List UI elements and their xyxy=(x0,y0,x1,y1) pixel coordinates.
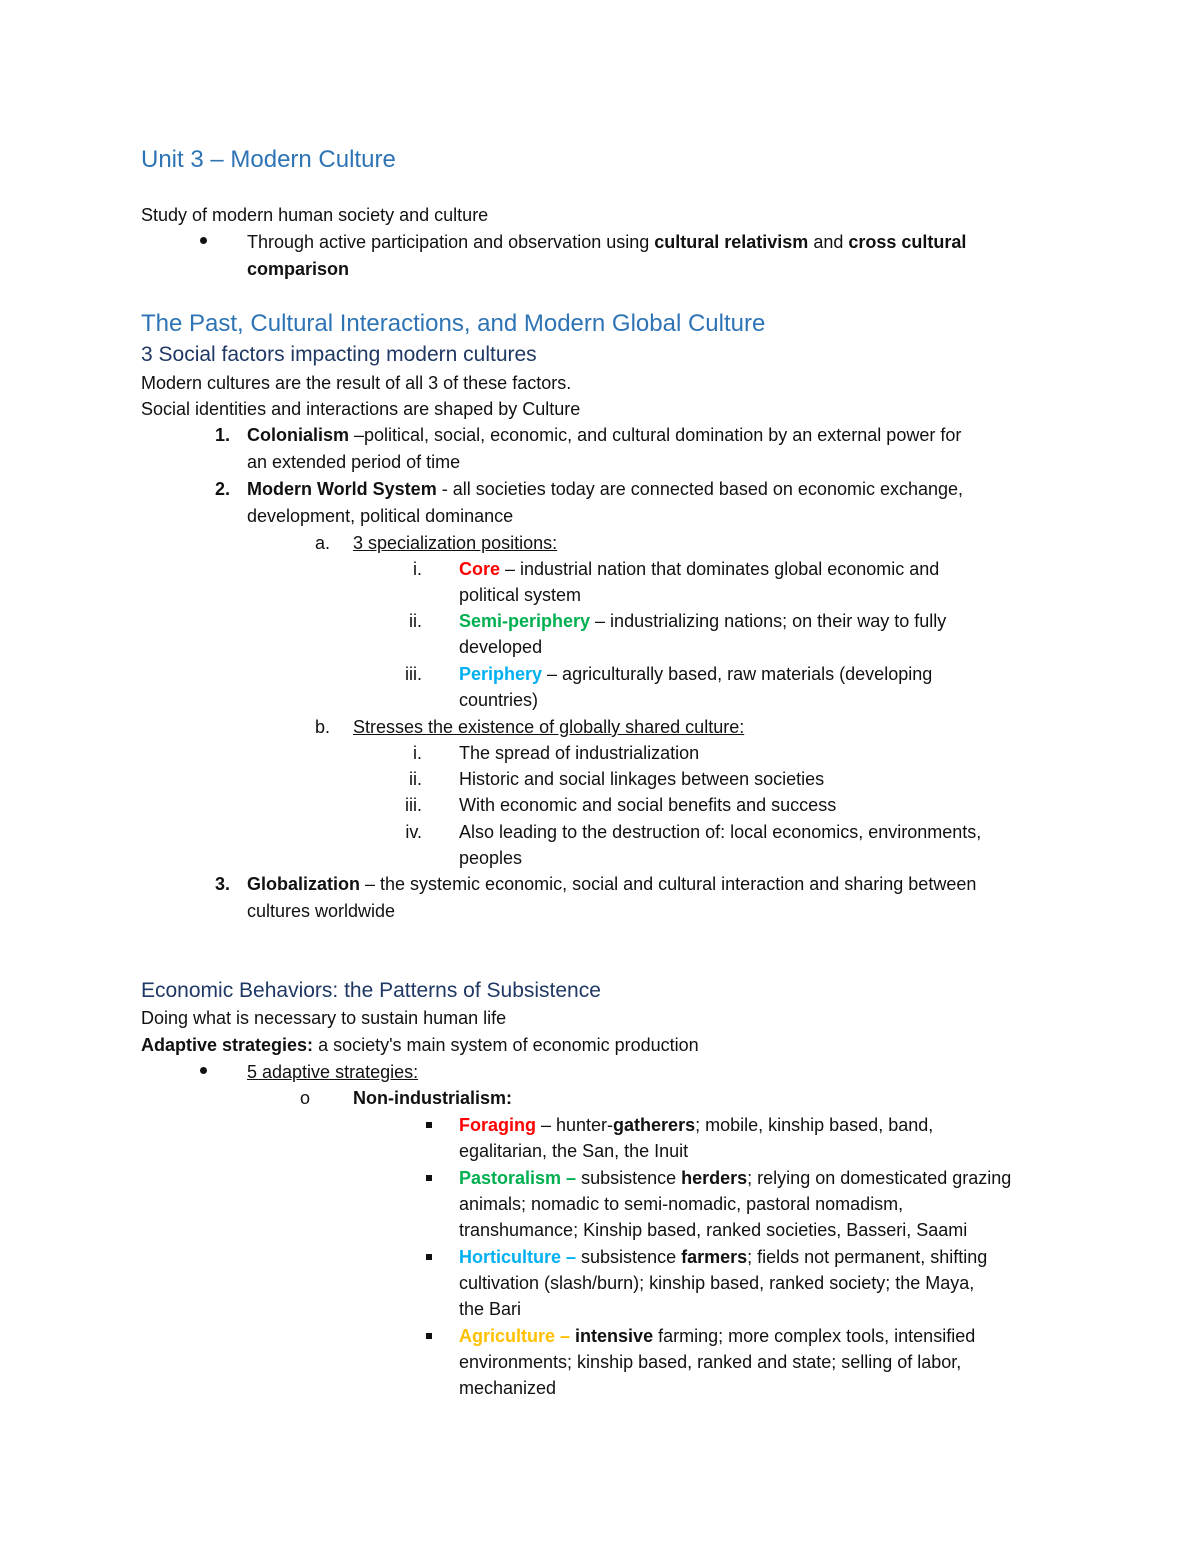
position-cont: political system xyxy=(459,585,582,605)
term-foraging: Foraging xyxy=(459,1115,536,1135)
definition-text: – industrializing nations; on their way to fully xyxy=(590,611,947,631)
term-comparison: comparison xyxy=(247,259,350,279)
strategy-horticulture xyxy=(459,1244,987,1270)
section1-title: The Past, Cultural Interactions, and Modern Global Culture xyxy=(141,310,766,337)
term-cultural-relativism: cultural relativism xyxy=(654,232,809,252)
term-periphery: Periphery xyxy=(459,664,543,684)
underlined-heading: 5 adaptive strategies: xyxy=(247,1062,419,1082)
term-cross-cultural: cross cultural xyxy=(848,232,967,252)
list-item-cont: development, political dominance xyxy=(247,506,514,526)
strategy-cont: cultivation (slash/burn); kinship based, ranked society; the Maya, xyxy=(459,1273,975,1293)
list-item-modern-world-system xyxy=(247,476,963,502)
position-core xyxy=(459,556,939,582)
list-roman: iii. xyxy=(405,795,422,815)
strategy-foraging xyxy=(459,1112,933,1138)
list-roman: iii. xyxy=(405,664,422,684)
shared-culture-point: Also leading to the destruction of: local economics, environments, xyxy=(459,822,982,842)
intro-bullet-line xyxy=(247,229,966,255)
term-adaptive-strategies: Adaptive strategies: xyxy=(141,1035,314,1055)
bullet-dot xyxy=(200,1067,207,1074)
definition-text: - all societies today are connected based on economic exchange, xyxy=(436,479,964,499)
strategy-pastoralism xyxy=(459,1165,1011,1191)
shared-culture-point: The spread of industrialization xyxy=(459,743,700,763)
list-item-globalization xyxy=(247,871,976,897)
intro-text: and xyxy=(808,232,849,252)
list-roman: iv. xyxy=(405,822,422,842)
definition-text: ; fields not permanent, shifting xyxy=(747,1247,988,1267)
term-herders: herders xyxy=(681,1168,748,1188)
term-semi-periphery: Semi-periphery xyxy=(459,611,591,631)
definition-text: – the systemic economic, social and cultural interaction and sharing between xyxy=(360,874,977,894)
strategy-cont: mechanized xyxy=(459,1378,557,1398)
list-item-cont: an extended period of time xyxy=(247,452,461,472)
strategy-cont: animals; nomadic to semi-nomadic, pastoral nomadism, xyxy=(459,1194,904,1214)
bullet-dot xyxy=(200,237,207,244)
definition-text: farming; more complex tools, intensified xyxy=(653,1326,976,1346)
definition-text: ; mobile, kinship based, band, xyxy=(695,1115,934,1135)
definition-text: subsistence xyxy=(576,1247,682,1267)
definition-text: – industrial nation that dominates global economic and xyxy=(500,559,940,579)
sublist-specialization xyxy=(353,530,557,556)
non-industrialism-heading xyxy=(353,1085,512,1111)
section1-paragraph: Modern cultures are the result of all 3 of these factors. xyxy=(141,373,572,393)
circle-marker: o xyxy=(300,1088,311,1108)
intro-line: Study of modern human society and culture xyxy=(141,205,489,225)
list-roman: ii. xyxy=(409,611,422,631)
position-semi-periphery xyxy=(459,608,946,634)
position-periphery xyxy=(459,661,932,687)
strategy-cont: the Bari xyxy=(459,1299,522,1319)
shared-culture-point: Historic and social linkages between societies xyxy=(459,769,825,789)
definition-text: – agriculturally based, raw materials (developing xyxy=(542,664,933,684)
position-cont: developed xyxy=(459,637,543,657)
list-number: 1. xyxy=(214,425,230,445)
section2-paragraph: Doing what is necessary to sustain human life xyxy=(141,1008,507,1028)
term-intensive: intensive xyxy=(575,1326,654,1346)
list-letter: a. xyxy=(314,533,330,553)
term-non-industrialism: Non-industrialism: xyxy=(353,1088,513,1108)
square-bullet xyxy=(426,1254,432,1260)
position-cont: countries) xyxy=(459,690,539,710)
definition-text: a society's main system of economic production xyxy=(313,1035,699,1055)
list-item-colonialism xyxy=(247,422,961,448)
term-agriculture: Agriculture – xyxy=(459,1326,571,1346)
shared-culture-point: With economic and social benefits and success xyxy=(459,795,837,815)
term-modern-world-system: Modern World System xyxy=(247,479,437,499)
section1-subtitle: 3 Social factors impacting modern cultures xyxy=(141,343,537,366)
definition-text: ; relying on domesticated grazing xyxy=(747,1168,1012,1188)
shared-culture-cont: peoples xyxy=(459,848,523,868)
list-roman: i. xyxy=(413,743,422,763)
unit-title: Unit 3 – Modern Culture xyxy=(141,146,396,173)
term-globalization: Globalization xyxy=(247,874,361,894)
intro-bullet-cont xyxy=(247,256,349,282)
adaptive-strategies-bullet xyxy=(247,1059,418,1085)
definition-text: subsistence xyxy=(576,1168,682,1188)
square-bullet xyxy=(426,1333,432,1339)
definition-text: – hunter- xyxy=(536,1115,614,1135)
term-colonialism: Colonialism xyxy=(247,425,350,445)
section2-title: Economic Behaviors: the Patterns of Subsistence xyxy=(141,979,601,1002)
list-roman: ii. xyxy=(409,769,422,789)
section1-paragraph: Social identities and interactions are shaped by Culture xyxy=(141,399,581,419)
term-core: Core xyxy=(459,559,501,579)
term-gatherers: gatherers xyxy=(613,1115,696,1135)
strategy-cont: transhumance; Kinship based, ranked societies, Basseri, Saami xyxy=(459,1220,968,1240)
list-roman: i. xyxy=(413,559,422,579)
strategy-cont: environments; kinship based, ranked and state; selling of labor, xyxy=(459,1352,962,1372)
square-bullet xyxy=(426,1175,432,1181)
term-horticulture: Horticulture – xyxy=(459,1247,577,1267)
definition-text: –political, social, economic, and cultural domination by an external power for xyxy=(349,425,962,445)
underlined-heading: 3 specialization positions: xyxy=(353,533,558,553)
list-item-cont: cultures worldwide xyxy=(247,901,396,921)
strategy-cont: egalitarian, the San, the Inuit xyxy=(459,1141,689,1161)
underlined-heading: Stresses the existence of globally shared culture: xyxy=(353,717,745,737)
list-number: 3. xyxy=(214,874,230,894)
intro-text: Through active participation and observation using xyxy=(247,232,655,252)
list-number: 2. xyxy=(214,479,230,499)
strategy-agriculture xyxy=(459,1323,975,1349)
term-pastoralism: Pastoralism – xyxy=(459,1168,577,1188)
term-farmers: farmers xyxy=(681,1247,748,1267)
square-bullet xyxy=(426,1122,432,1128)
section2-paragraph xyxy=(141,1032,699,1058)
sublist-shared-culture xyxy=(353,714,744,740)
list-letter: b. xyxy=(314,717,330,737)
